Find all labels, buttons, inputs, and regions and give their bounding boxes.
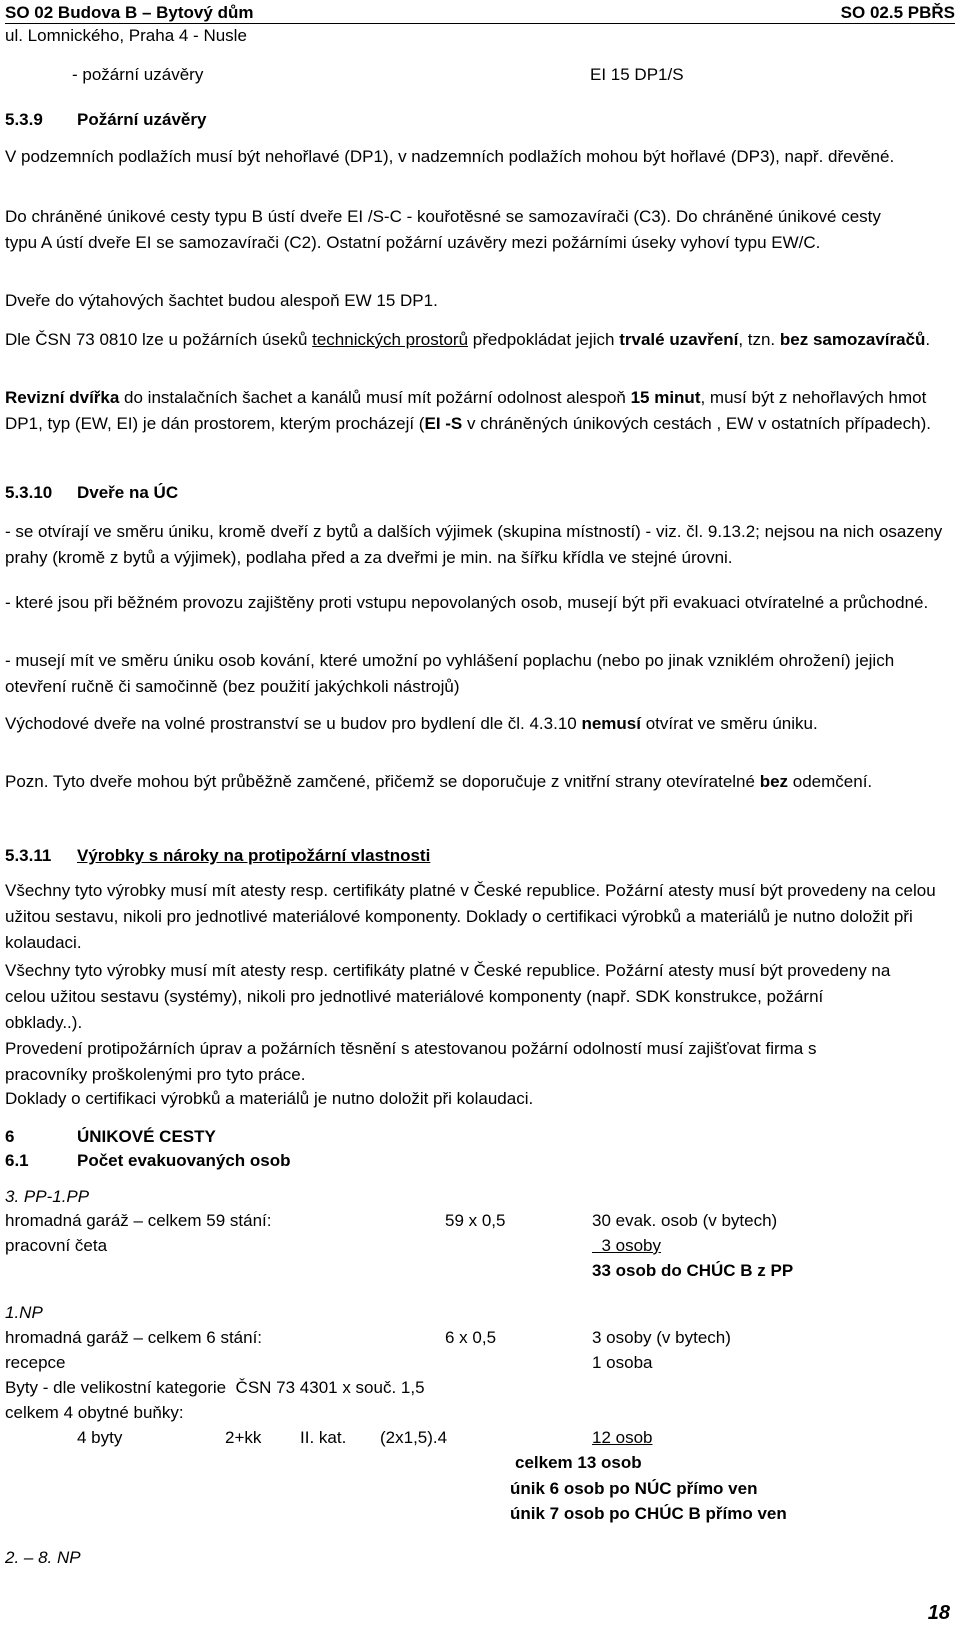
paragraph: Východové dveře na volné prostranství se u budov pro bydlení dle čl. 4.3.10 nemusí otvírat ve směru úniku. — [5, 714, 818, 733]
intro-value: EI 15 DP1/S — [590, 65, 684, 84]
row-result: 3 osoby — [592, 1236, 661, 1255]
floor-heading: 2. – 8. NP — [5, 1548, 81, 1567]
row-cell: 2+kk — [225, 1428, 262, 1447]
row-result: 1 osoba — [592, 1353, 653, 1372]
header-address: ul. Lomnického, Praha 4 - Nusle — [5, 26, 247, 45]
section-title: Počet evakuovaných osob — [77, 1151, 291, 1170]
row-result: 3 osoby (v bytech) — [592, 1328, 731, 1347]
row-result: 12 osob — [592, 1428, 653, 1447]
header-rule — [5, 23, 955, 24]
paragraph: Doklady o certifikaci výrobků a materiálů je nutno doložit při kolaudaci. — [5, 1089, 534, 1108]
total-result: 33 osob do CHÚC B z PP — [592, 1261, 794, 1280]
escape-route: únik 7 osob po CHÚC B přímo ven — [510, 1504, 787, 1523]
paragraph: Do chráněné únikové cesty typu B ústí dveře EI /S-C - kouřotěsné se samozavírači (C3). Do chráněné únikové cesty typu A ústí dveře EI se samozavírači (C2). Ostatní požární uzávěry mezi požárními úseky vyhoví typu EW/C. — [5, 207, 881, 252]
row-label: hromadná garáž – celkem 6 stání: — [5, 1328, 263, 1347]
section-number: 5.3.9 — [5, 110, 43, 129]
chapter-number: 6 — [5, 1127, 15, 1146]
paragraph: Revizní dvířka do instalačních šachet a kanálů musí mít požární odolnost alespoň 15 minut, musí být z nehořlavých hmot DP1, typ (EW, EI) je dán prostorem, kterým procházejí (EI -S v chráněných únikových cestách , EW v ostatních případech). — [5, 388, 931, 433]
chapter-title: ÚNIKOVÉ CESTY — [77, 1127, 216, 1146]
row-result: 30 evak. osob (v bytech) — [592, 1211, 778, 1230]
row-label: recepce — [5, 1353, 66, 1372]
row-label: pracovní četa — [5, 1236, 108, 1255]
section-title: Výrobky s nároky na protipožární vlastnosti — [77, 846, 431, 865]
total-result: celkem 13 osob — [515, 1453, 642, 1472]
row-cell: 4 byty — [77, 1428, 123, 1447]
paragraph: Pozn. Tyto dveře mohou být průběžně zamčené, přičemž se doporučuje z vnitřní strany otevíratelné bez odemčení. — [5, 772, 873, 791]
paragraph: Dle ČSN 73 0810 lze u požárních úseků technických prostorů předpokládat jejich trvalé uzavření, tzn. bez samozavíračů. — [5, 330, 931, 349]
paragraph: Provedení protipožárních úprav a požárních těsnění s atestovanou požární odolností musí zajišťovat firma s pracovníky proškolenými pro tyto práce. — [5, 1039, 817, 1084]
row-cell: II. kat. — [300, 1428, 347, 1447]
header-title: SO 02 Budova B – Bytový dům — [5, 3, 254, 22]
section-number: 5.3.10 — [5, 483, 53, 502]
row-label: hromadná garáž – celkem 59 stání: — [5, 1211, 272, 1230]
section-title: Požární uzávěry — [77, 110, 207, 129]
row-calc: 59 x 0,5 — [445, 1211, 506, 1230]
row-label: celkem 4 obytné buňky: — [5, 1403, 184, 1422]
escape-route: únik 6 osob po NÚC přímo ven — [510, 1479, 758, 1498]
paragraph: V podzemních podlažích musí být nehořlavé (DP1), v nadzemních podlažích mohou být hořlavé (DP3), např. dřevěné. — [5, 147, 895, 166]
paragraph: - musejí mít ve směru úniku osob kování, které umožní po vyhlášení poplachu (nebo po jinak vzniklém ohrožení) jejich otevření ručně či samočinně (bez použití jakýchkoli nástrojů) — [5, 651, 895, 696]
page-number: 18 — [927, 1602, 950, 1624]
paragraph: Všechny tyto výrobky musí mít atesty resp. certifikáty platné v České republice. Požární atesty musí být provedeny na celou užitou sestavu, nikoli pro jednotlivé materiálové komponenty. Doklady o certifikaci výrobků a materiálů je nutno doložit při kolaudaci. — [5, 881, 936, 952]
header-code: SO 02.5 PBŘS — [840, 3, 955, 22]
section-number: 5.3.11 — [5, 846, 52, 865]
floor-heading: 3. PP-1.PP — [5, 1187, 90, 1206]
section-number: 6.1 — [5, 1151, 29, 1170]
section-title: Dveře na ÚC — [77, 483, 179, 502]
row-cell: (2x1,5).4 — [380, 1428, 448, 1447]
row-label: Byty - dle velikostní kategorie ČSN 73 4301 x souč. 1,5 — [5, 1378, 425, 1397]
floor-heading: 1.NP — [5, 1303, 43, 1322]
paragraph: Dveře do výtahových šachtet budou alespoň EW 15 DP1. — [5, 291, 438, 310]
row-calc: 6 x 0,5 — [445, 1328, 497, 1347]
intro-item: - požární uzávěry — [72, 65, 204, 84]
paragraph: Všechny tyto výrobky musí mít atesty resp. certifikáty platné v České republice. Požární atesty musí být provedeny na celou užitou sestavu (systémy), nikoli pro jednotlivé materiálové komponenty (např. SDK konstrukce, požární obklady..). — [5, 961, 891, 1032]
paragraph: - se otvírají ve směru úniku, kromě dveří z bytů a dalších výjimek (skupina místností) - viz. čl. 9.13.2; nejsou na nich osazeny prahy (kromě z bytů a výjimek), podlaha před a za dveřmi je min. na šířku křídla ve stejné úrovni. — [5, 522, 943, 567]
paragraph: - které jsou při běžném provozu zajištěny proti vstupu nepovolaných osob, musejí být při evakuaci otvíratelné a průchodné. — [5, 593, 929, 612]
